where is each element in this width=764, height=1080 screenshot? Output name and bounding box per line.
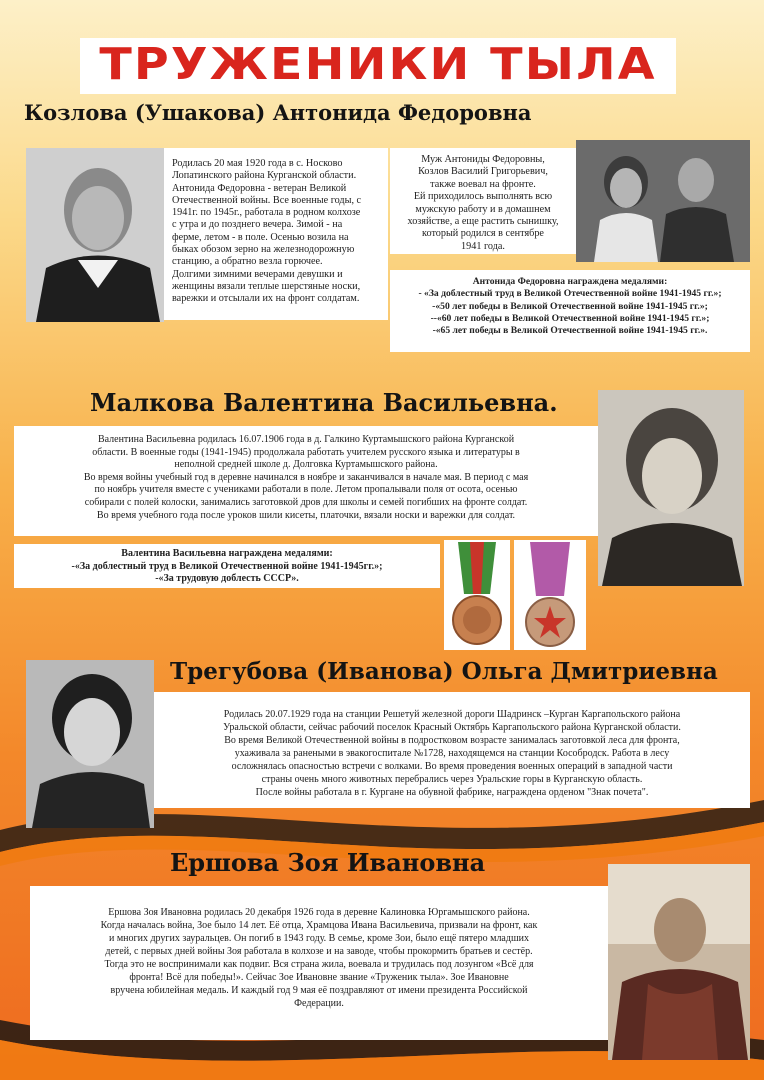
text-line: женщины вязали теплые шерстяные носки, <box>172 280 361 292</box>
text-line: вручена юбилейная медаль. И каждый год 9 мая её поздравляют от имени президента Российской <box>110 985 528 996</box>
text-line: После войны работала в г. Кургане на обувной фабрике, награждена орденом "Знак почета". <box>255 787 649 798</box>
text-line: области. В военные годы (1941-1945) продолжала работать учителем русского языка и литературы в <box>92 446 520 458</box>
medal-labour-valour-icon <box>444 540 510 650</box>
person3-portrait <box>26 660 154 828</box>
text-line: -«За доблестный труд в Великой Отечественной войне 1941-1945гг.»; <box>71 560 383 572</box>
text-line: Отечественной войны. Все военные годы, с <box>172 194 362 206</box>
text-line: станцию, а обратно везла горючее. <box>172 256 323 268</box>
text-line: мужскую работу и в домашнем <box>415 203 551 215</box>
text-line: Во время войны учебный год в деревне начинался в ноябре и заканчивался в начале мая. В период с мая <box>83 471 529 483</box>
person1-portrait <box>26 148 164 322</box>
text-line: -«65 лет победы в Великой Отечественной войне 1941-1945 гг.». <box>432 325 708 337</box>
text-line: и многих других зауральцев. Он погиб в 1943 году. В семье, кроме Зои, было ещё пятеро младших <box>108 933 530 944</box>
text-line: хозяйстве, а еще растить сынишку, <box>407 216 559 228</box>
person2-portrait <box>598 390 744 586</box>
text-line: Муж Антониды Федоровны, <box>421 154 545 165</box>
person2-medals-title: Валентина Васильевна награждена медалями: <box>121 548 333 559</box>
text-line: Антонида Федоровна - ветеран Великой <box>172 182 347 194</box>
text-line: - «За доблестный труд в Великой Отечественной войне 1941-1945 гг.»; <box>418 288 722 300</box>
person1-husband-photo <box>576 140 750 262</box>
text-line: собирали с полей колоски, занимались заготовкой дров для школы и семей погибших на фронте солдат. <box>84 496 528 508</box>
person4-portrait <box>608 864 750 1060</box>
text-line: Родилась 20.07.1929 года на станции Решетуй железной дороги Шадринск –Курган Каргапольского района <box>223 709 681 720</box>
title-banner <box>80 38 676 94</box>
text-line: Валентина Васильевна родилась 16.07.1906 года в д. Галкино Куртамышского района Курганской <box>97 434 515 445</box>
person1-name: Козлова (Ушакова) Антонида Федоровна <box>24 100 532 125</box>
text-line: фронта! Всё для победы!». Сейчас Зое Ивановне звание «Труженик тыла». Зое Ивановне <box>129 972 509 983</box>
person2-name: Малкова Валентина Васильевна. <box>90 388 558 417</box>
person2-bio <box>14 426 598 536</box>
text-line: Ей приходилось выполнять всю <box>413 191 553 203</box>
person1-bio <box>164 148 388 320</box>
text-line: Родилась 20 мая 1920 года в с. Носково <box>172 158 343 169</box>
text-line: Во время учебного года после уроков шили кисеты, платочки, вязали носки и варежки для солдат. <box>96 509 516 521</box>
text-line: который родился в сентябре <box>422 228 544 240</box>
text-line: --«60 лет победы в Великой Отечественной войне 1941-1945 гг.»; <box>430 312 710 324</box>
medal-labour-distinction-icon <box>514 540 586 650</box>
text-line: детей, с первых дней войны Зоя работала в колхозе и на заводе, чтобы прокормить братьев и сестёр. <box>105 946 533 957</box>
person2-medals <box>14 544 440 588</box>
text-line: осложнялась опасностью встречи с волками. Во время проведения военных операций в западной части <box>231 761 673 772</box>
text-line: страны очень много животных перебрались через Уральские горы в Курганскую область. <box>261 774 643 785</box>
text-line: Когда началась война, Зое было 14 лет. Её отца, Храмцова Ивана Васильевича, призвали на фронт, как <box>100 920 538 931</box>
text-line: Уральской области, сейчас рабочий поселок Красный Октябрь Каргапольского района Курганской области. <box>223 722 681 733</box>
text-line: ферме, летом - в поле. Осенью возила на <box>172 231 349 243</box>
text-line: Ершова Зоя Ивановна родилась 20 декабря 1926 года в деревне Калиновка Юргамышского района. <box>108 907 530 918</box>
text-line: по ноябрь учителя вместе с учениками работали в поле. Летом пропалывали поля от осота, осенью <box>94 484 518 496</box>
text-line: быках обозом зерно на железнодорожную <box>172 244 355 256</box>
text-line: варежки и отсылали их на фронт солдатам. <box>172 293 360 305</box>
text-line: ухаживала за ранеными в эвакогоспитале №1728, находящемся на станции Кособродск. Работа в лесу <box>234 748 670 759</box>
text-line: 1941г. по 1945г., работала в родном колхозе <box>172 207 361 219</box>
text-line: также воевал на фронте. <box>430 178 536 190</box>
page-title: ТРУЖЕНИКИ ТЫЛА <box>99 39 657 90</box>
text-line: с утра и до позднего вечера. Зимой - на <box>172 219 343 231</box>
text-line: неполной средней школе д. Долговка Куртамышского района. <box>174 459 438 471</box>
person1-medals-title: Антонида Федоровна награждена медалями: <box>472 276 668 287</box>
text-line: Федерации. <box>294 998 344 1009</box>
text-line: -«За трудовую доблесть СССР». <box>155 573 299 584</box>
text-line: Козлов Василий Григорьевич, <box>418 166 548 178</box>
text-line: 1941 года. <box>461 240 505 252</box>
text-line: Во время Великой Отечественной войны в подростковом возрасте занималась заготовкой леса для фронта, <box>224 735 680 746</box>
person1-medals <box>390 270 750 352</box>
text-line: Долгими зимними вечерами девушки и <box>172 268 343 280</box>
text-line: Тогда это не воспринимали как подвиг. Вся страна жила, воевала и трудилась под лозунгом «Всё для <box>104 959 534 970</box>
text-line: Лопатинского района Курганской области. <box>172 170 357 182</box>
person4-name: Ершова Зоя Ивановна <box>170 848 486 877</box>
person3-bio <box>154 692 750 808</box>
person1-husband-text <box>390 148 576 254</box>
text-line: -«50 лет победы в Великой Отечественной войне 1941-1945 гг.»; <box>432 300 708 312</box>
person4-bio <box>30 886 608 1040</box>
person3-name: Трегубова (Иванова) Ольга Дмитриевна <box>170 658 718 685</box>
